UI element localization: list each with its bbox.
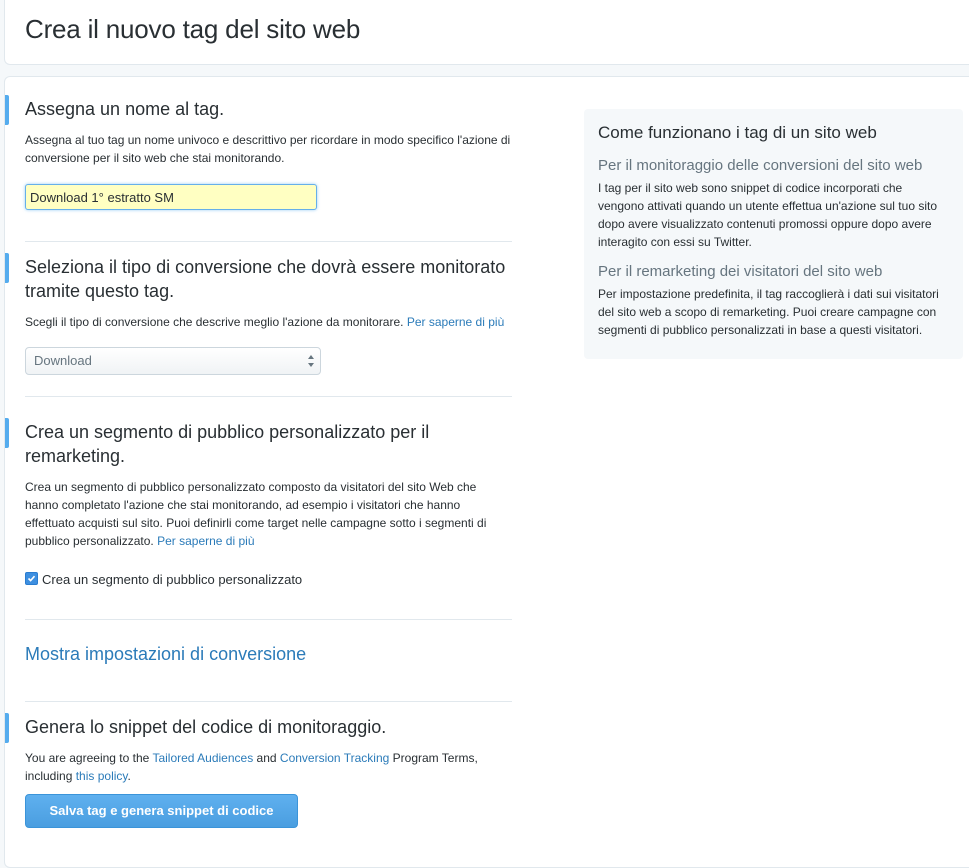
terms-prefix: You are agreeing to the	[25, 751, 150, 765]
divider	[25, 701, 512, 702]
terms-suffix: .	[127, 769, 131, 783]
divider	[25, 396, 512, 397]
audience-description-text: Crea un segmento di pubblico personalizzato composto da visitatori del sito Web che hanno completato l'azione che stai monitorando, ad esempio i visitatori che hanno effettuato acquisti sul sito. Puoi definirli come target nelle campagne sotto i segmenti di pubblico personalizzato.	[25, 480, 487, 548]
page-title: Crea il nuovo tag del sito web	[25, 14, 361, 44]
monitoring-text: I tag per il sito web sono snippet di codice incorporati che vengono attivati quando un utente effettua un'azione sul tuo sito dopo avere visualizzato contenuti promossi oppure dopo avere interagito con essi su Twitter.	[598, 181, 937, 249]
audience-learn-more-link[interactable]: Per saperne di più	[157, 534, 255, 548]
conversion-description-text: Scegli il tipo di conversione che descrive meglio l'azione da monitorare.	[25, 315, 404, 329]
conversion-section-description	[25, 313, 512, 331]
policy-link[interactable]: this policy	[75, 769, 128, 783]
conversion-type-select[interactable]	[25, 347, 321, 375]
snippet-section-heading: Genera lo snippet del codice di monitoraggio.	[25, 717, 387, 737]
divider	[25, 619, 512, 620]
terms-middle: Program Terms, including	[25, 751, 478, 783]
name-section-heading: Assegna un nome al tag.	[25, 99, 225, 119]
conversion-learn-more-link[interactable]: Per saperne di più	[406, 315, 505, 329]
audience-checkbox-label: Crea un segmento di pubblico personalizzato	[42, 572, 303, 587]
name-section-description: Assegna al tuo tag un nome univoco e descrittivo per ricordare in modo specifico l'azione di conversione per il sito web che stai monitorando.	[25, 133, 511, 165]
conversion-tracking-link[interactable]: Conversion Tracking	[279, 751, 390, 765]
audience-section	[25, 420, 512, 550]
section-marker	[5, 713, 9, 743]
save-and-generate-button[interactable]: Salva tag e genera snippet di codice	[25, 794, 298, 828]
sidebar-title: Come funzionano i tag di un sito web	[598, 123, 877, 142]
select-arrows-icon	[308, 354, 314, 368]
name-section	[25, 97, 512, 167]
conversion-section	[25, 255, 512, 331]
conversion-section-heading: Seleziona il tipo di conversione che dovrà essere monitorato tramite questo tag.	[25, 257, 506, 301]
show-conversion-settings-link[interactable]: Mostra impostazioni di conversione	[25, 644, 307, 664]
audience-checkbox-row[interactable]	[25, 572, 302, 587]
page-header	[4, 0, 969, 65]
audience-checkbox[interactable]	[25, 572, 38, 585]
terms-and: and	[256, 751, 277, 765]
tag-form-card	[4, 76, 969, 868]
tailored-audiences-link[interactable]: Tailored Audiences	[152, 751, 254, 765]
audience-section-description	[25, 478, 512, 550]
terms-text	[25, 749, 512, 785]
remarketing-heading: Per il remarketing dei visitatori del sito web	[598, 263, 883, 280]
checkmark-icon	[27, 574, 36, 583]
audience-section-heading: Crea un segmento di pubblico personalizzato per il remarketing.	[25, 422, 430, 466]
snippet-section	[25, 715, 512, 785]
remarketing-text: Per impostazione predefinita, il tag raccoglierà i dati sui visitatori del sito web a scopo di remarketing. Puoi creare campagne con segmenti di pubblico personalizzati in base a questi visitatori.	[598, 287, 939, 337]
section-marker	[5, 253, 9, 283]
conversion-type-value: Download	[34, 353, 92, 368]
section-marker	[5, 95, 9, 125]
divider	[25, 241, 512, 242]
section-marker	[5, 418, 9, 448]
tag-name-input[interactable]: Download 1° estratto SM	[25, 184, 317, 210]
monitoring-heading: Per il monitoraggio delle conversioni del sito web	[598, 157, 923, 174]
help-sidebar	[584, 109, 963, 359]
